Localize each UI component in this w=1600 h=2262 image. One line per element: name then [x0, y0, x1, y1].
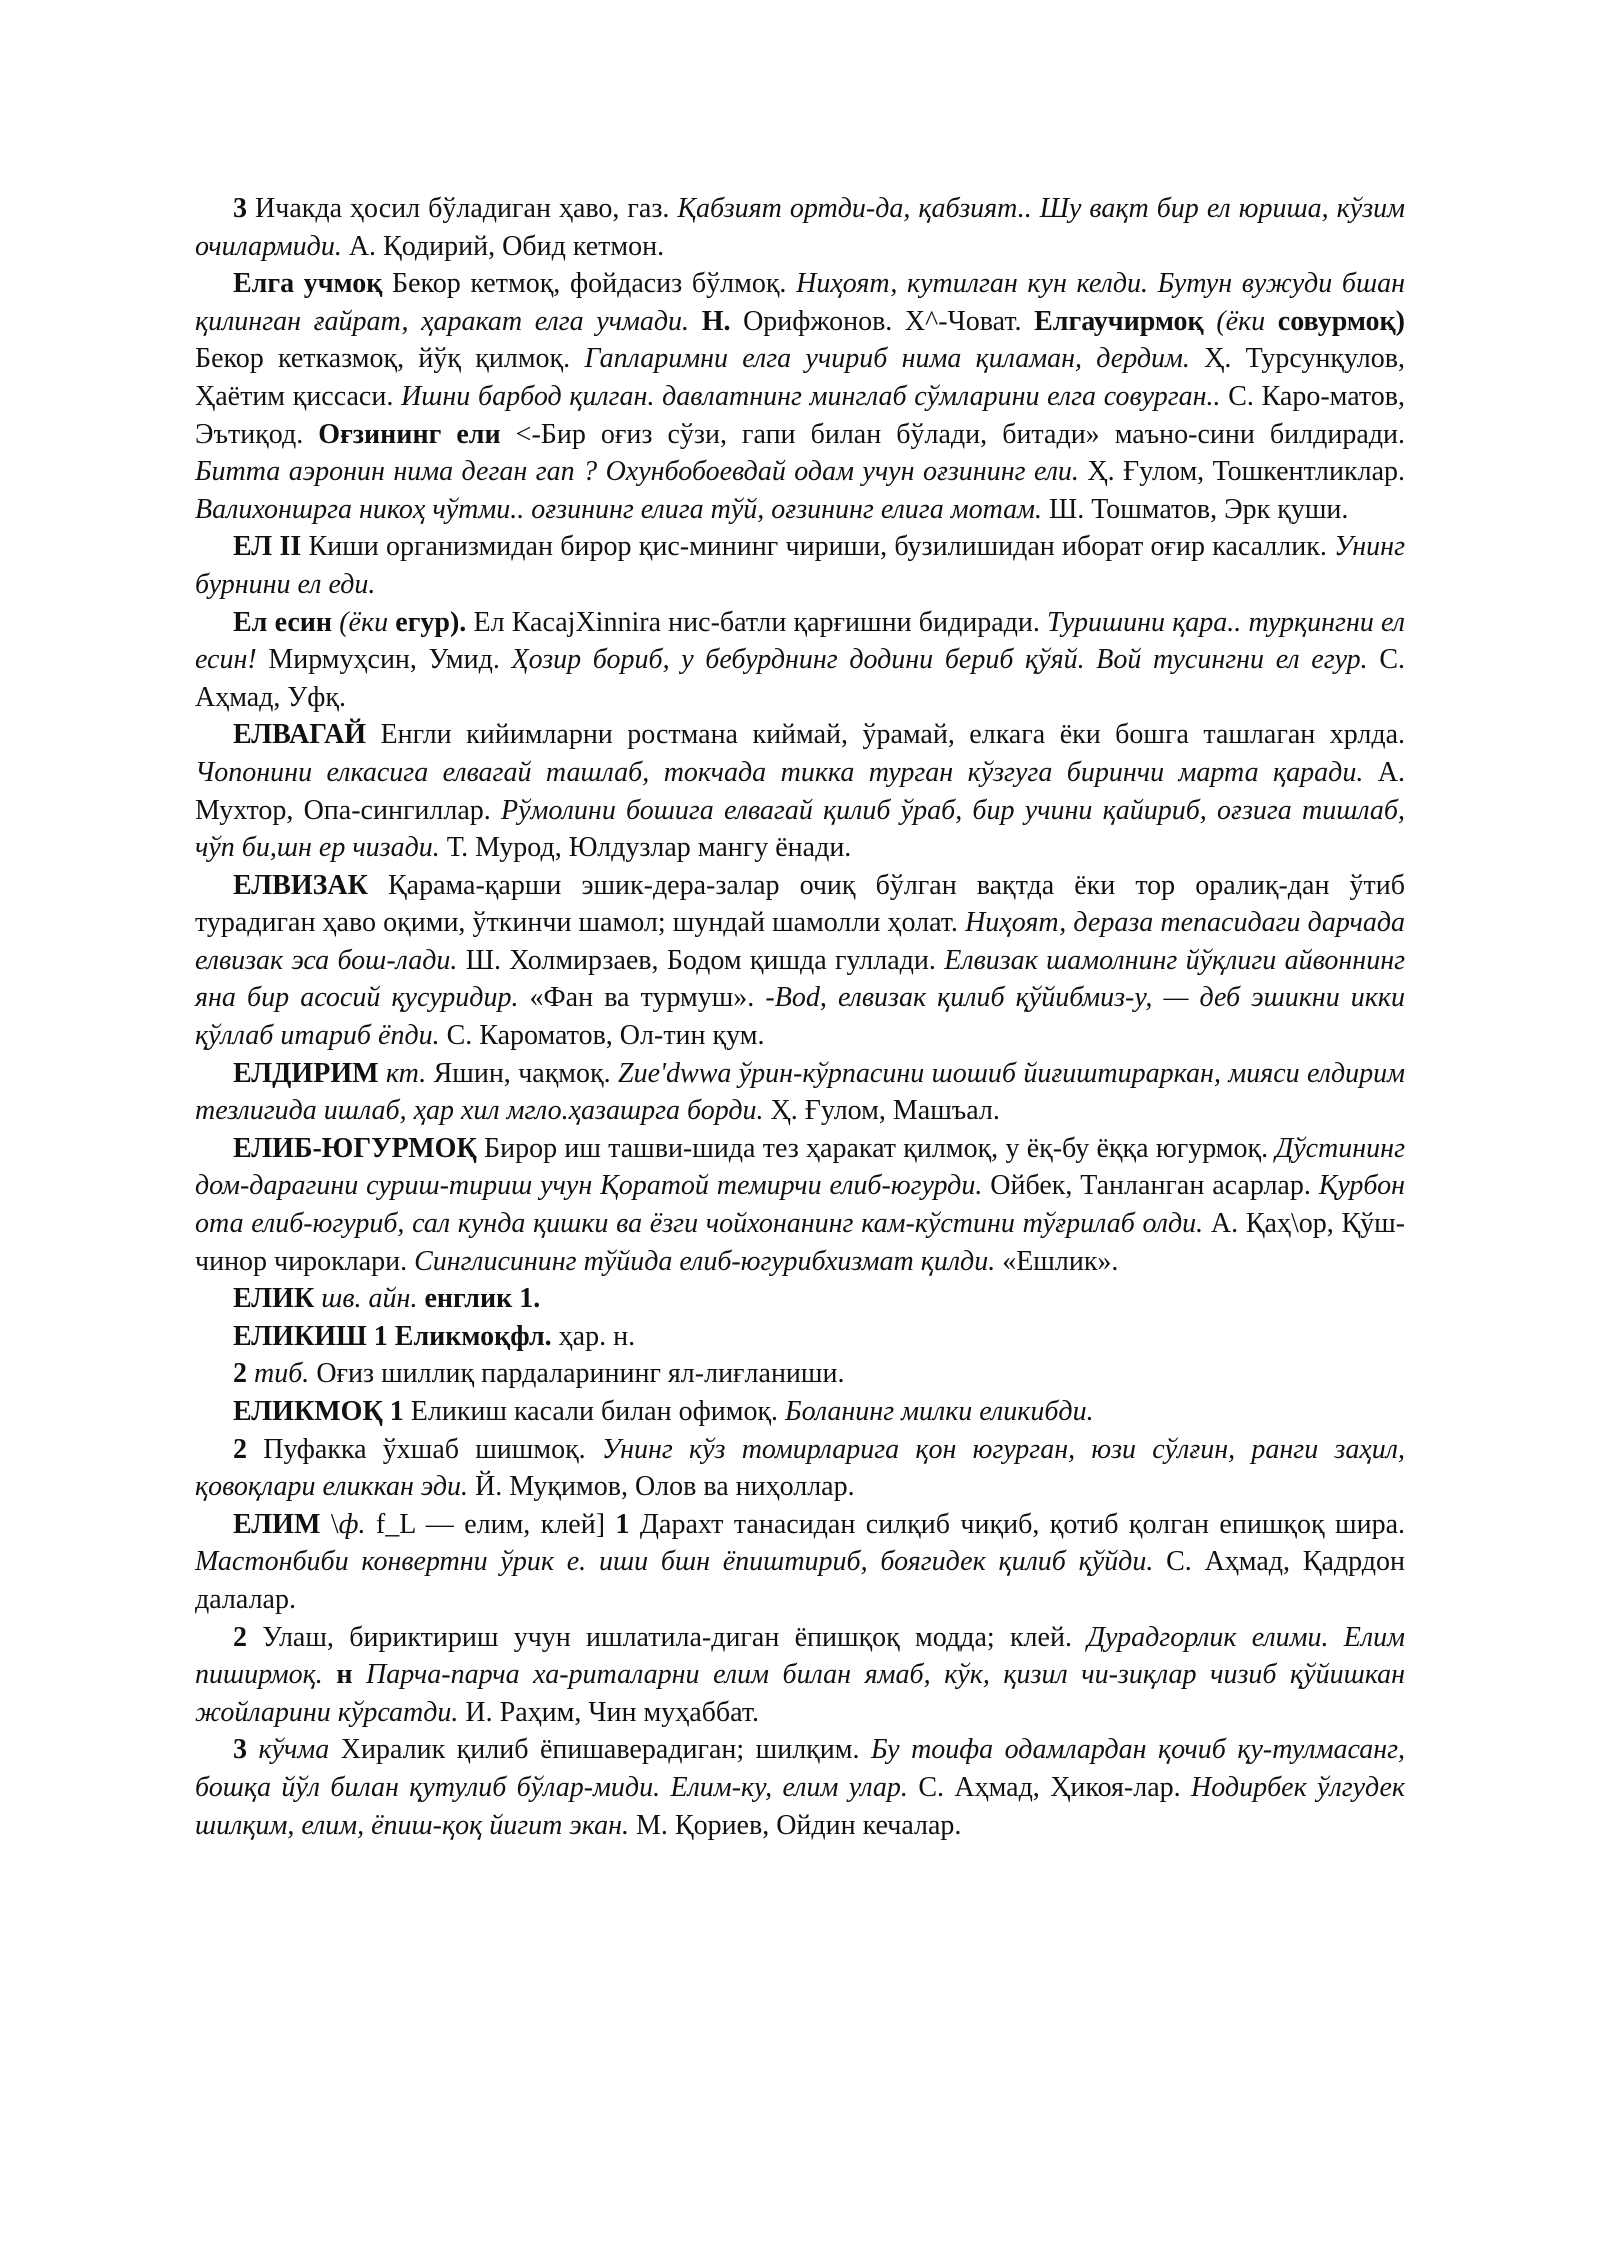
- headword-text: енглик 1.: [424, 1283, 541, 1315]
- headword-text: 2: [233, 1433, 247, 1465]
- example-text: (ёки: [339, 606, 389, 638]
- definition-text: С. Каро-матов, Эътиқод.: [195, 380, 1405, 450]
- example-text: Ниҳоят, дераза тепасидаги дарчада елвизак эса бош-лади.: [195, 907, 1405, 976]
- definition-text: Улаш, бириктириш учун ишлатила-диган ёпишқоқ модда; клей.: [247, 1621, 1088, 1653]
- headword-text: 1: [615, 1508, 630, 1540]
- definition-text: Орифжонов. Х^-Човат.: [730, 305, 1035, 337]
- definition-text: Хиралик қилиб ёпишаверадиган; шилқим.: [329, 1734, 871, 1766]
- headword-text: ЕЛИКИШ 1 Еликмоқфл.: [233, 1320, 552, 1352]
- definition-text: Бекор кетмоқ, фойдасиз бўлмоқ.: [382, 268, 797, 300]
- definition-text: Енгли кийимларни ростмана киймай, ўрамай, елкага ёки бошга ташлаган хрлда.: [366, 719, 1405, 751]
- definition-text: [1265, 306, 1278, 337]
- definition-text: «Ешлик».: [995, 1245, 1119, 1277]
- example-text: Чопонини елкасига елвагай ташлаб, токчада тикка турган кўзгуга биринчи марта қаради.: [195, 756, 1364, 788]
- dictionary-entry: [195, 1130, 1405, 1280]
- headword-text: ЕЛВАГАЙ: [233, 719, 367, 751]
- definition-text: Ичакда ҳосил бўладиган ҳаво, газ.: [247, 193, 678, 224]
- definition-text: С. Аҳмад, Уфқ.: [195, 644, 1405, 713]
- example-text: Валихоншрга никоҳ чўтми.. оғзининг елига тўй, оғзининг елига мотам.: [195, 493, 1042, 525]
- example-text: кт.: [385, 1057, 427, 1089]
- definition-text: А. Мухтор, Опа-сингиллар.: [195, 756, 1405, 826]
- definition-text: С. Кароматов, Ол-тин қум.: [439, 1020, 765, 1052]
- definition-text: ҳар. н.: [551, 1320, 636, 1352]
- definition-text: С. Аҳмад, Ҳикоя-лар.: [907, 1771, 1192, 1803]
- dictionary-entry: [195, 1055, 1405, 1130]
- definition-text: М. Қориев, Ойдин кечалар.: [629, 1809, 962, 1841]
- definition-text: Ш. Тошматов, Эрк қуши.: [1042, 493, 1349, 525]
- headword-text: ЕЛИКМОҚ 1: [233, 1396, 404, 1427]
- example-text: Синглисининг тўйида елиб-югурибхизмат қилди.: [414, 1245, 996, 1277]
- definition-text: [1204, 306, 1217, 337]
- example-text: Дурадгорлик елими. Елим пиширмоқ.: [195, 1621, 1405, 1691]
- example-text: Унинг кўз томирларига қон югурган, юзи сўлғин, ранги заҳил, қовоқлари еликкан эди.: [195, 1433, 1405, 1503]
- example-text: шв. айн.: [321, 1283, 418, 1315]
- definition-text: Бекор кетказмоқ, йўқ қилмоқ.: [195, 343, 585, 375]
- definition-text: [689, 306, 702, 337]
- dictionary-entry: [195, 1619, 1405, 1732]
- headword-text: 3: [233, 193, 247, 224]
- definition-text: Ҳ. Ғулом, Тошкентликлар.: [1078, 456, 1406, 488]
- headword-text: Н.: [701, 305, 731, 337]
- example-text: -Bod, елвизак қилиб қўйибмиз-у, — деб эшикни икки қўллаб итариб ёпди.: [195, 982, 1405, 1052]
- dictionary-entry: [195, 1393, 1405, 1431]
- dictionary-entry: [195, 1280, 1405, 1318]
- definition-text: Ш. Холмирзаев, Бодом қишда гуллади.: [457, 944, 945, 976]
- definition-text: И. Раҳим, Чин муҳаббат.: [458, 1696, 759, 1728]
- example-text: Zue'dwwa ўрин-кўрпасини шошиб йиғиштираркан, мияси елдирим тезлигида ишлаб, ҳар хил мгло.ҳазашрга борди.: [195, 1057, 1406, 1127]
- definition-text: А. Қаҳ\ор, Қўш-чинор чироклари.: [195, 1208, 1406, 1277]
- example-text: Парча-парча ха-риталарни елим билан ямаб, кўк, қизил чи-зиқлар чизиб қўйишкан жойларини кўрсатди.: [195, 1659, 1405, 1728]
- definition-text: Еликиш касали билан офимоқ.: [403, 1396, 786, 1427]
- definition-text: <-Бир оғиз сўзи, гапи билан бўлади, битади» маъно-сини билдиради.: [500, 418, 1406, 450]
- headword-text: ЕЛИМ: [233, 1508, 321, 1540]
- definition-text: [247, 1358, 254, 1389]
- definition-text: [352, 1659, 366, 1690]
- example-text: Ҳозир бориб, у бебурднинг додини бериб қўяй. Вой тусингни ел егур.: [511, 644, 1368, 676]
- definition-text: Мирмуҳсин, Умид.: [256, 644, 512, 676]
- definition-text: А. Қодирий, Обид кетмон.: [341, 230, 665, 262]
- headword-text: Оғзининг ели: [318, 418, 501, 450]
- headword-text: 2: [233, 1621, 247, 1653]
- example-text: Унинг бурнини ел еди.: [195, 531, 1405, 600]
- definition-text: Яшин, чақмоқ.: [426, 1057, 619, 1089]
- definition-text: [379, 1058, 386, 1089]
- definition-text: f_L — елим, клей]: [365, 1508, 616, 1540]
- dictionary-page: [195, 190, 1405, 1844]
- definition-text: Дарахт танасидан силқиб чиқиб, қотиб қолган епишқоқ шира.: [629, 1508, 1406, 1540]
- example-text: Дўстининг дом-дарагини суриш-тириш учун Қоратой темирчи елиб-югурди.: [195, 1132, 1405, 1202]
- headword-text: Елгаучирмоқ: [1034, 305, 1204, 337]
- definition-text: Й. Муқимов, Олов ва ниҳоллар.: [468, 1471, 855, 1503]
- dictionary-entry: [195, 528, 1405, 603]
- dictionary-entry: [195, 1355, 1405, 1393]
- dictionary-entry: [195, 1318, 1405, 1356]
- example-text: (ёки: [1216, 305, 1266, 337]
- example-text: Ниҳоят, кутилган кун келди. Бутун вужуди бшан қилинган ғайрат, ҳаракат елга учмади.: [195, 268, 1405, 337]
- definition-text: Оғиз шиллиқ пардаларининг ял-лиғланиши.: [309, 1358, 845, 1390]
- definition-text: Ойбек, Танланган асарлар.: [982, 1170, 1319, 1202]
- headword-text: ЕЛДИРИМ: [233, 1057, 379, 1089]
- example-text: Қурбон ота елиб-югуриб, сал кунда қишки ва ёзги чойхонанинг кам-кўстини тўғрилаб олди.: [195, 1170, 1405, 1240]
- dictionary-entry: [195, 1506, 1405, 1619]
- headword-text: ЕЛИБ-ЮГУРМОҚ: [233, 1132, 477, 1164]
- example-text: ф.: [338, 1508, 366, 1540]
- headword-text: 3: [233, 1734, 247, 1766]
- headword-text: ЕЛИК: [233, 1283, 315, 1315]
- example-text: Боланинг милки еликибди.: [785, 1396, 1094, 1427]
- example-text: Бу тоифа одамлардан қочиб қу-тулмасанг, бошқа йўл билан қутулиб бўлар-миди. Елим-ку, елим улар.: [195, 1734, 1406, 1803]
- headword-text: н: [336, 1659, 353, 1691]
- example-text: Нодирбек ўлгудек шилқим, елим, ёпиш-қоқ йигит экан.: [195, 1771, 1405, 1841]
- dictionary-entry: [195, 716, 1405, 866]
- definition-text: Ел КасаjXinnira нис-батли қарғишни бидиради.: [466, 606, 1048, 638]
- dictionary-entry: [195, 604, 1405, 717]
- headword-text: Елга учмоқ: [233, 268, 383, 300]
- example-text: Қабзият ортди-да, қабзият.. Шу вақт бир ел юриша, кўзим очилармиди.: [195, 193, 1405, 262]
- dictionary-entry: [195, 1731, 1405, 1844]
- definition-text: \: [320, 1508, 339, 1540]
- headword-text: Ел есин: [233, 606, 333, 638]
- headword-text: 2: [233, 1358, 247, 1390]
- definition-text: Ҳ. Ғулом, Машъал.: [763, 1095, 1000, 1127]
- example-text: Рўмолини бошига елвагай қилиб ўраб, бир учини қайириб, оғзига тишлаб, чўп би,шн ер чизади.: [195, 794, 1405, 864]
- dictionary-entry: [195, 190, 1405, 265]
- example-text: Елвизак шамолнинг йўқлиги айвоннинг яна бир асосий қусуридир.: [195, 944, 1406, 1014]
- definition-text: Пуфакка ўхшаб шишмоқ.: [247, 1433, 602, 1465]
- example-text: Туришини қара.. турқингни ел есин!: [195, 606, 1405, 676]
- definition-text: [323, 1659, 337, 1690]
- definition-text: С. Аҳмад, Қадрдон далалар.: [195, 1546, 1405, 1615]
- definition-text: Бирор иш ташви-шида тез ҳаракат қилмоқ, у ёқ-бу ёққа югурмоқ.: [476, 1132, 1276, 1164]
- definition-text: Ҳ. Турсунқулов, Ҳаётим қиссаси.: [195, 343, 1405, 412]
- example-text: Ишни барбод қилган. давлатнинг минглаб сўмларини елга совурган..: [401, 380, 1221, 412]
- definition-text: [247, 1734, 259, 1765]
- example-text: тиб.: [254, 1358, 310, 1390]
- example-text: Гапларимни елга учириб нима қиламан, дердим.: [584, 343, 1190, 375]
- example-text: Битта аэронин нима деган гап ? Охунбобоевдай одам учун оғзининг ели.: [195, 456, 1079, 488]
- headword-text: совурмоқ): [1277, 305, 1405, 337]
- definition-text: Киши организмидан бирор қис-мининг чириши, бузилишидан иборат оғир касаллик.: [301, 531, 1335, 563]
- definition-text: Т. Мурод, Юлдузлар мангу ёнади.: [439, 832, 852, 864]
- example-text: кўчма: [258, 1734, 330, 1766]
- example-text: Мастонбиби конвертни ўрик е. иши бшн ёпиштириб, боягидек қилиб қўйди.: [195, 1546, 1154, 1578]
- headword-text: ЕЛ II: [233, 531, 302, 563]
- definition-text: «Фан ва турмуш».: [518, 982, 766, 1014]
- dictionary-entry: [195, 1431, 1405, 1506]
- definition-text: Қарама-қарши эшик-дера-залар очиқ бўлган вақтда ёки тор оралиқ-дан ўтиб турадиган ҳаво оқими, ўткинчи шамол; шундай шамолли ҳолат.: [195, 869, 1405, 939]
- dictionary-entry: [195, 265, 1405, 528]
- headword-text: ЕЛВИЗАК: [233, 869, 368, 901]
- headword-text: егур).: [395, 606, 467, 638]
- dictionary-entry: [195, 867, 1405, 1055]
